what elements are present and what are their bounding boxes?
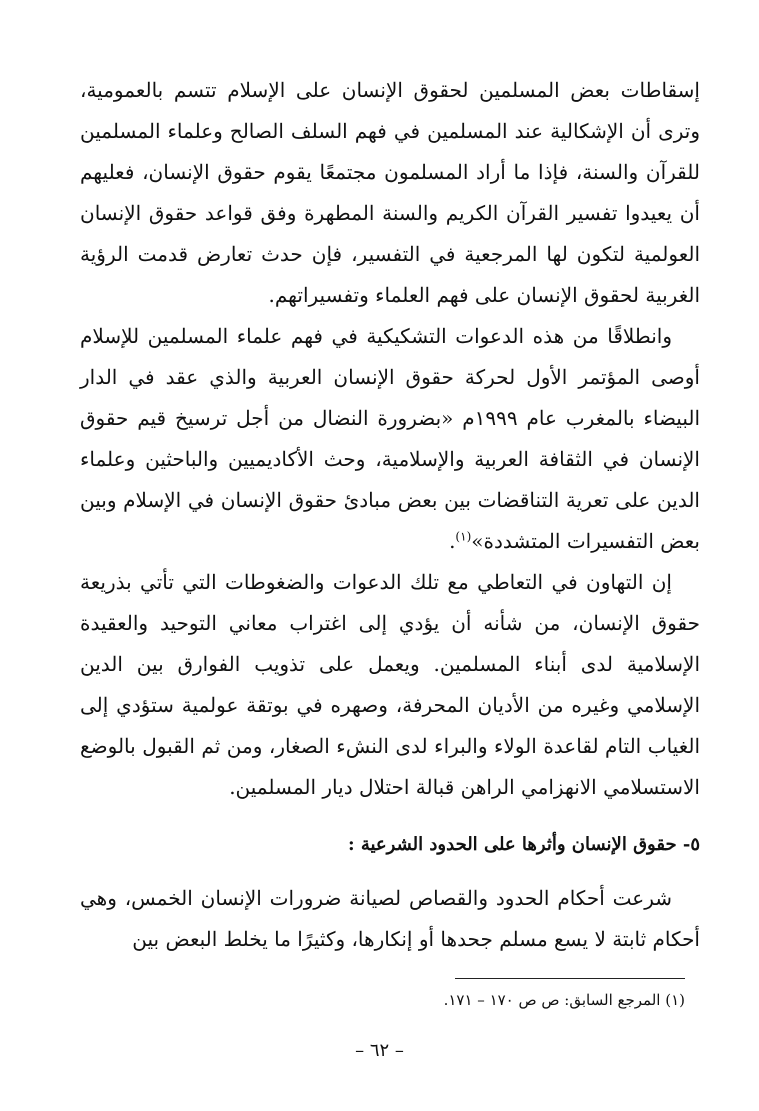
page-body	[80, 70, 700, 960]
paragraph-4-text: شرعت أحكام الحدود والقصاص لصيانة ضرورات الإنسان الخمس، وهي أحكام ثابتة لا يسع مسلم جحدها أو إنكارها، وكثيرًا ما يخلط البعض بين	[80, 886, 700, 951]
section-heading: ٥- حقوق الإنسان وأثرها على الحدود الشرعية :	[347, 834, 700, 855]
footnote: (١) المرجع السابق: ص ص ١٧٠ – ١٧١.	[443, 991, 685, 1009]
paragraph-3	[80, 562, 700, 808]
footnote-reference: (١)	[455, 529, 472, 544]
paragraph-2	[80, 316, 700, 562]
footnote-divider	[455, 978, 685, 979]
page-number: – ٦٢ –	[355, 1040, 404, 1061]
paragraph-3-text: إن التهاون في التعاطي مع تلك الدعوات والضغوطات التي تأتي بذريعة حقوق الإنسان، من شأنه أن يؤدي إلى اغتراب معاني التوحيد والعقيدة الإسلامية لدى أبناء المسلمين. ويعمل على تذويب الفوارق بين الدين الإسلامي وغيره من الأديان المحرفة، وصهره في بوتقة عولمية ستؤدي إلى الغياب التام لقاعدة الولاء والبراء لدى النشء الصغار، ومن ثم القبول بالوضع الاستسلامي الانهزامي الراهن قبالة احتلال ديار المسلمين.	[80, 570, 700, 799]
paragraph-2-tail: .	[449, 529, 456, 553]
paragraph-2-text: وانطلاقًا من هذه الدعوات التشكيكية في فهم علماء المسلمين للإسلام أوصى المؤتمر الأول لحركة حقوق الإنسان العربية والذي عقد في الدار البيضاء بالمغرب عام ١٩٩٩م «بضرورة النضال من أجل ترسيخ قيم حقوق الإنسان في الثقافة العربية والإسلامية، وحث الأكاديميين والباحثين وعلماء الدين على تعرية التناقضات بين بعض مبادئ حقوق الإنسان في الإسلام وبين بعض التفسيرات المتشددة»	[80, 324, 701, 553]
paragraph-1-text: إسقاطات بعض المسلمين لحقوق الإنسان على الإسلام تتسم بالعمومية، وترى أن الإشكالية عند المسلمين في فهم السلف الصالح وعلماء المسلمين للقرآن والسنة، فإذا ما أراد المسلمون مجتمعًا يقوم حقوق الإنسان، فعليهم أن يعيدوا تفسير القرآن الكريم والسنة المطهرة وفق قواعد حقوق الإنسان العولمية لتكون لها المرجعية في التفسير، فإن حدث تعارض قدمت الرؤية الغربية لحقوق الإنسان على فهم العلماء وتفسيراتهم.	[80, 78, 700, 307]
paragraph-1	[80, 70, 700, 316]
paragraph-4	[80, 878, 700, 960]
